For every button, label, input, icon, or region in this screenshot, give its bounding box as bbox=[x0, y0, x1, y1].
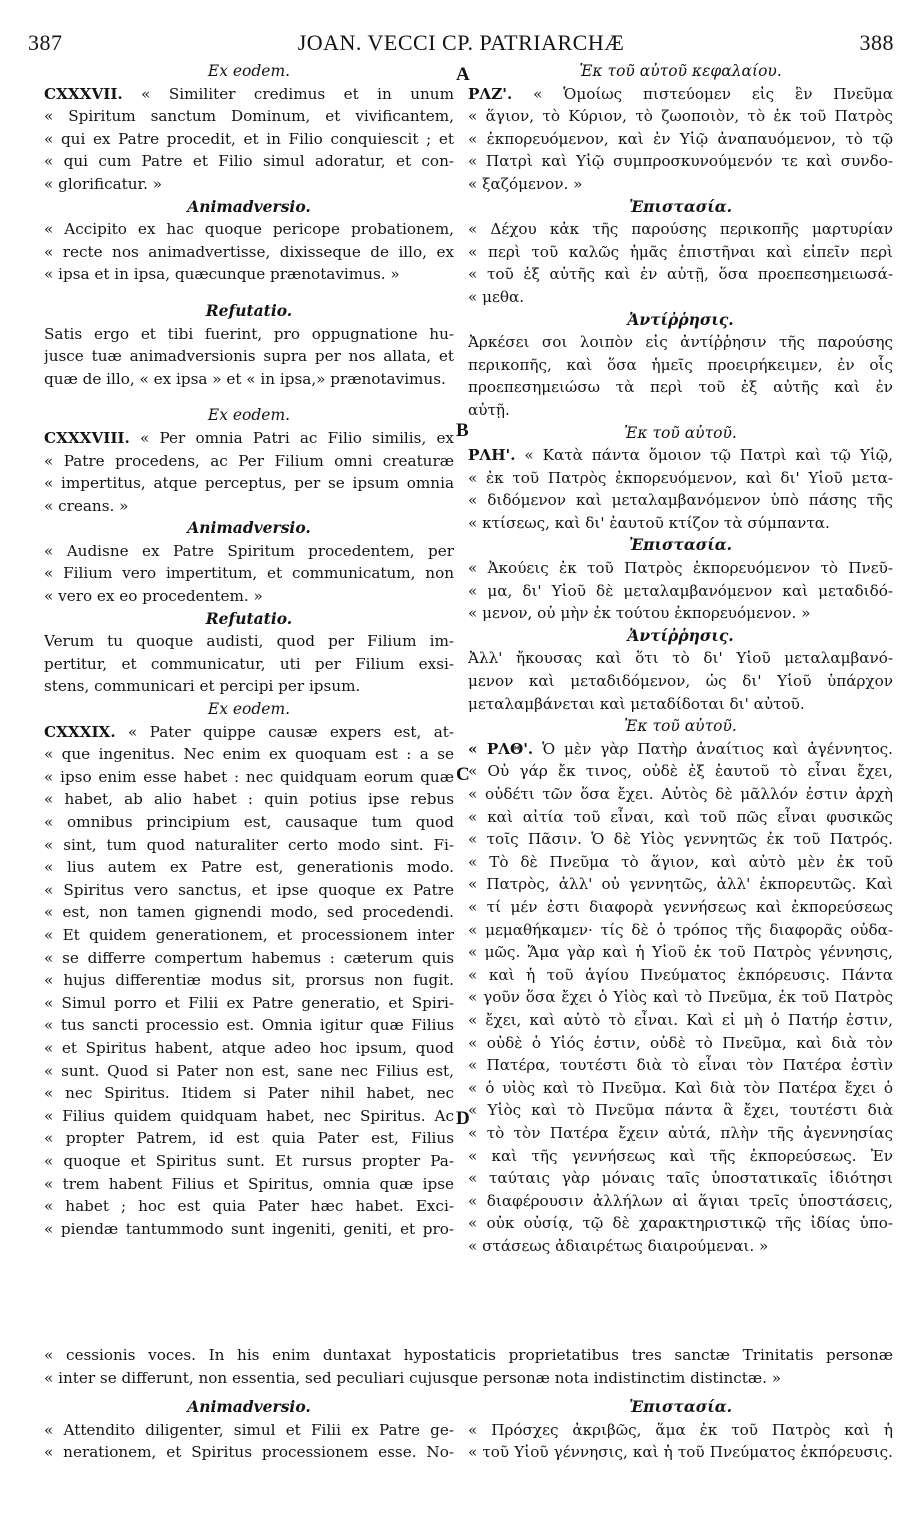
text-line: « καὶ ἡ τοῦ ἁγίου Πνεύματος ἐκπόρευσις. Πάντα bbox=[468, 965, 893, 984]
full-width-line: « cessionis voces. In his enim duntaxat hypostaticis proprietatibus tres sanctæ Trinitatis personæ bbox=[44, 1346, 893, 1364]
margin-letter-a: A bbox=[456, 64, 470, 85]
text-line: « Attendito diligenter, simul et Filii ex Patre ge- bbox=[44, 1420, 454, 1439]
text-line: αὐτῇ. bbox=[468, 400, 510, 419]
margin-letter-c: C bbox=[456, 764, 470, 785]
text-line: Ἀλλ' ἤκουσας καὶ ὅτι τὸ δι' Υἱοῦ μεταλαμβανό- bbox=[468, 649, 893, 668]
text-line bbox=[468, 738, 893, 761]
chapter-number: CXXXIX. bbox=[44, 722, 116, 741]
text-line: « piendæ tantummodo sunt ingeniti, geniti, et pro- bbox=[44, 1219, 454, 1238]
text-line bbox=[44, 721, 454, 744]
text-line: « ξαζόμενον. » bbox=[468, 174, 583, 193]
text-line: « qui ex Patre procedit, et in Filio conquiescit ; et bbox=[44, 129, 454, 148]
text-line: « κτίσεως, καὶ δι' ἑαυτοῦ κτίζον τὰ σύμπαντα. bbox=[468, 513, 830, 532]
section-heading: Ἐκ τοῦ αὐτοῦ κεφαλαίου. bbox=[579, 62, 782, 80]
section-heading: Animadversio. bbox=[187, 518, 311, 538]
text-line: « se differre compertum habemus : cæterum quis bbox=[44, 948, 454, 967]
text-line: « creans. » bbox=[44, 496, 129, 515]
text-line: « Πατρὸς, ἀλλ' οὐ γεννητῶς, ἀλλ' ἐκπορευτῶς. Καὶ bbox=[468, 875, 893, 894]
text-line: « ὁ υἱὸς καὶ τὸ Πνεῦμα. Καὶ διὰ τὸν Πατέρα ἔχει ὁ bbox=[468, 1078, 893, 1097]
chapter-number: CXXXVII. bbox=[44, 84, 123, 103]
full-width-lines bbox=[44, 1344, 893, 1389]
text-line: « Simul porro et Filii ex Patre generatio, et Spiri- bbox=[44, 993, 454, 1012]
text-line: « Δέχου κἀκ τῆς παρούσης περικοπῆς μαρτυρίαν bbox=[468, 220, 893, 239]
text-line: « recte nos animadvertisse, dixisseque de illo, ex bbox=[44, 242, 454, 261]
text-line: « Υἱὸς καὶ τὸ Πνεῦμα πάντα ἃ ἔχει, τουτέστι διὰ bbox=[468, 1101, 893, 1120]
text-line: stens, communicari et percipi per ipsum. bbox=[44, 677, 361, 696]
text-line: « ἅγιον, τὸ Κύριον, τὸ ζωοποιὸν, τὸ ἐκ τοῦ Πατρὸς bbox=[468, 107, 893, 126]
section-heading: Ex eodem. bbox=[207, 700, 291, 719]
page-number-left: 387 bbox=[28, 30, 63, 55]
text-line: « Πατέρα, τουτέστι διὰ τὸ εἶναι τὸν Πατέρα ἐστὶν bbox=[468, 1056, 893, 1075]
text-line bbox=[468, 444, 893, 467]
text-line bbox=[468, 83, 893, 106]
text-line: « τὸ τὸν Πατέρα ἔχειν αὐτά, πλὴν τῆς ἀγεννησίας bbox=[468, 1123, 893, 1142]
text-line: « que ingenitus. Nec enim ex quoquam est : a se bbox=[44, 745, 454, 764]
text-line: « nerationem, et Spiritus processionem esse. No- bbox=[44, 1443, 454, 1462]
text-line: « qui cum Patre et Filio simul adoratur, et con- bbox=[44, 152, 454, 171]
text-line: « quoque et Spiritus sunt. Et rursus propter Pa- bbox=[44, 1151, 454, 1170]
chapter-number: ΡΛΗ'. bbox=[468, 446, 516, 465]
chapter-number: ΡΛΖ'. bbox=[468, 84, 513, 103]
text-line: jusce tuæ animadversionis supra per nos allata, et bbox=[44, 347, 454, 366]
text-line: « glorificatur. » bbox=[44, 174, 163, 193]
section-heading: Ex eodem. bbox=[207, 406, 291, 425]
text-line: Verum tu quoque audisti, quod per Filium im- bbox=[44, 632, 454, 651]
text-line: « διαφέρουσιν ἀλλήλων αἱ ἅγιαι τρεῖς ὑποστάσεις, bbox=[468, 1191, 893, 1210]
text-line: « περὶ τοῦ καλῶς ἡμᾶς ἐπιστῆναι καὶ εἰπεῖν περὶ bbox=[468, 242, 893, 261]
text-line: « μῶς. Ἅμα γὰρ καὶ ἡ Υἱοῦ ἐκ τοῦ Πατρὸς γέννησις, bbox=[468, 943, 893, 962]
section-heading: Ἐπιστασία. bbox=[628, 1397, 733, 1416]
text-line: « est, non tamen gignendi modo, sed procedendi. bbox=[44, 903, 454, 922]
text-line: « sint, tum quod naturaliter certo modo sint. Fi- bbox=[44, 835, 454, 854]
margin-letter-b: B bbox=[456, 420, 469, 441]
text-line: « Audisne ex Patre Spiritum procedentem, per bbox=[44, 541, 454, 560]
text-line-content: « Similiter credimus et in unum bbox=[141, 84, 454, 103]
text-line: « μεμαθήκαμεν· τίς δὲ ὁ τρόπος τῆς διαφορᾶς οὐδα- bbox=[468, 920, 893, 939]
text-line: « τοῦ ἐξ αὐτῆς καὶ ἐν αὐτῇ, ὅσα προεπεσημειωσά- bbox=[468, 265, 893, 284]
text-line-content: « Κατὰ πάντα ὅμοιον τῷ Πατρὶ καὶ τῷ Υἱῷ, bbox=[524, 446, 893, 465]
text-line: « ἔχει, καὶ αὐτὸ τὸ εἶναι. Καὶ εἰ μὴ ὁ Πατήρ ἐστιν, bbox=[468, 1010, 893, 1029]
text-line: μενον καὶ μεταδιδόμενον, ὡς δι' Υἱοῦ ὑπάρχον bbox=[468, 672, 893, 691]
text-line: « impertitus, atque perceptus, per se ipsum omnia bbox=[44, 474, 454, 493]
text-line: « habet ; hoc est quia Pater hæc habet. Exci- bbox=[44, 1197, 454, 1216]
greek-column bbox=[468, 60, 893, 1257]
section-heading: Refutatio. bbox=[205, 608, 293, 628]
text-line: « γοῦν ὅσα ἔχει ὁ Υἱὸς καὶ τὸ Πνεῦμα, ἐκ τοῦ Πατρὸς bbox=[468, 988, 893, 1007]
text-line: περικοπῆς, καὶ ὅσα ἡμεῖς προειρήκειμεν, ἐν οἷς bbox=[468, 355, 893, 374]
text-line: « Accipito ex hac quoque pericope probationem, bbox=[44, 220, 454, 239]
full-width-line: « inter se differunt, non essentia, sed peculiari cujusque personæ nota indistinctim distinctæ. » bbox=[44, 1368, 782, 1387]
latin-column bbox=[44, 60, 454, 1240]
text-line: « διδόμενον καὶ μεταλαμβανόμενον ὑπὸ πάσης τῆς bbox=[468, 491, 893, 510]
running-title: JOAN. VECCI CP. PATRIARCHÆ bbox=[297, 30, 625, 55]
section-heading: Ex eodem. bbox=[207, 62, 291, 80]
text-line: « habet, ab alio habet : quin potius ipse rebus bbox=[44, 790, 454, 809]
text-line: « ταύταις γὰρ μόναις ταῖς ὑποστατικαῖς ἰδιότησι bbox=[468, 1169, 893, 1188]
text-line: pertitur, et communicatur, uti per Filium exsi- bbox=[44, 654, 454, 673]
text-line: Satis ergo et tibi fuerint, pro oppugnatione hu- bbox=[44, 324, 454, 343]
text-line: « οὐδὲ ὁ Υἱός ἐστιν, οὐδὲ τὸ Πνεῦμα, καὶ διὰ τὸν bbox=[468, 1033, 893, 1052]
text-line: « μενον, οὐ μὴν ἐκ τούτου ἐκπορευόμενον. » bbox=[468, 604, 811, 623]
text-line: « hujus differentiæ modus sit, prorsus non fugit. bbox=[44, 971, 454, 990]
section-heading: Ἐκ τοῦ αὐτοῦ. bbox=[624, 423, 737, 442]
text-line: « οὐδέτι τῶν ὅσα ἔχει. Αὐτὸς δὲ μᾶλλόν ἐστιν ἀρχὴ bbox=[468, 785, 893, 803]
text-line: « μα, δι' Υἱοῦ δὲ μεταλαμβανόμενον καὶ μεταδιδό- bbox=[468, 581, 893, 600]
text-line: « nec Spiritus. Itidem si Pater nihil habet, nec bbox=[44, 1084, 454, 1103]
text-line: « Patre procedens, ac Per Filium omni creaturæ bbox=[44, 451, 454, 470]
text-line: « vero ex eo procedentem. » bbox=[44, 587, 263, 606]
text-line: « ipsa et in ipsa, quæcunque prænotavimus. » bbox=[44, 265, 400, 284]
text-line: quæ de illo, « ex ipsa » et « in ipsa,» prænotavimus. bbox=[44, 369, 446, 388]
text-line: « τοῦ Υἱοῦ γέννησις, καὶ ἡ τοῦ Πνεύματος ἐκπόρευσις. bbox=[468, 1443, 893, 1462]
text-line: « lius autem ex Patre est, generationis modo. bbox=[44, 858, 454, 877]
text-line: « Ἀκούεις ἐκ τοῦ Πατρὸς ἐκπορευόμενον τὸ Πνεῦ- bbox=[468, 559, 893, 578]
text-line-content: « Ὁμοίως πιστεύομεν εἰς ἓν Πνεῦμα bbox=[533, 84, 893, 103]
section-heading: Ἀντίῤῥησις. bbox=[627, 309, 734, 329]
latin-column-end bbox=[44, 1396, 454, 1464]
text-line: « tus sancti processio est. Omnia igitur quæ Filius bbox=[44, 1016, 454, 1035]
text-line-content: « Pater quippe causæ expers est, at- bbox=[128, 722, 454, 741]
text-line bbox=[44, 83, 454, 106]
text-line-content: « Per omnia Patri ac Filio similis, ex bbox=[140, 428, 454, 447]
text-line: « στάσεως ἀδιαιρέτως διαιρούμεναι. » bbox=[468, 1236, 769, 1255]
text-line: « sunt. Quod si Pater non est, sane nec Filius est, bbox=[44, 1061, 454, 1080]
section-heading: Ἀντίῤῥησις. bbox=[627, 625, 734, 645]
text-line: « μεθα. bbox=[468, 287, 525, 306]
text-line-content: Ὁ μὲν γὰρ Πατὴρ ἀναίτιος καὶ ἀγέννητος. bbox=[542, 739, 893, 758]
section-heading: Refutatio. bbox=[205, 300, 293, 320]
text-line: « Et quidem generationem, et processionem inter bbox=[44, 925, 454, 944]
text-line: Ἀρκέσει σοι λοιπὸν εἰς ἀντίῤῥησιν τῆς παρούσης bbox=[468, 333, 893, 352]
margin-letter-d: D bbox=[456, 1108, 470, 1129]
text-line: « οὐκ οὐσίᾳ, τῷ δὲ χαρακτηριστικῷ τῆς ἰδίας ὑπο- bbox=[468, 1214, 893, 1233]
text-line: μεταλαμβάνεται καὶ μεταδίδοται δι' αὐτοῦ. bbox=[468, 694, 805, 713]
text-line: « ἐκ τοῦ Πατρὸς ἐκπορευόμενον, καὶ δι' Υἱοῦ μετα- bbox=[468, 468, 893, 487]
text-line: « trem habent Filius et Spiritus, omnia quæ ipse bbox=[44, 1174, 454, 1193]
section-heading: Ἐπιστασία. bbox=[628, 535, 733, 555]
text-line: « Filius quidem quidquam habet, nec Spiritus. Ac bbox=[44, 1106, 454, 1125]
spacer bbox=[44, 286, 454, 300]
text-line: « Πατρὶ καὶ Υἱῷ συμπροσκυνούμενόν τε καὶ συνδο- bbox=[468, 152, 893, 171]
text-line: προεπεσημειώσω τὰ περὶ τοῦ ἐξ αὐτῆς καὶ ἐν bbox=[468, 378, 893, 397]
greek-column-end bbox=[468, 1396, 893, 1464]
text-line: « et Spiritus habent, atque adeo hoc ipsum, quod bbox=[44, 1038, 454, 1057]
text-line bbox=[44, 427, 454, 450]
text-line: « Filium vero impertitum, et communicatum, non bbox=[44, 564, 454, 583]
text-line: « ἐκπορευόμενον, καὶ ἐν Υἱῷ ἀναπαυόμενον, τὸ τῷ bbox=[468, 129, 893, 148]
text-line: « Τὸ δὲ Πνεῦμα τὸ ἅγιον, καὶ αὐτὸ μὲν ἐκ τοῦ bbox=[468, 852, 893, 871]
page-number-right: 388 bbox=[859, 30, 894, 55]
section-heading: Animadversio. bbox=[187, 196, 311, 216]
text-line: « omnibus principium est, causaque tum quod bbox=[44, 813, 454, 831]
section-heading: Animadversio. bbox=[187, 1397, 311, 1416]
text-line: « Spiritum sanctum Dominum, et vivificantem, bbox=[44, 107, 454, 126]
text-line: « καὶ τῆς γεννήσεως καὶ τῆς ἐκπορεύσεως. Ἐν bbox=[468, 1146, 893, 1165]
spacer bbox=[44, 390, 454, 404]
running-header bbox=[28, 30, 894, 60]
section-heading: Ἐπιστασία. bbox=[628, 196, 733, 216]
chapter-number: « ΡΛΘ'. bbox=[468, 739, 534, 758]
text-line: « τοῖς Πᾶσιν. Ὁ δὲ Υἱὸς γεννητῶς ἐκ τοῦ Πατρός. bbox=[468, 830, 893, 849]
text-line: « ipso enim esse habet : nec quidquam eorum quæ bbox=[44, 767, 454, 786]
text-line: « Spiritus vero sanctus, et ipse quoque ex Patre bbox=[44, 880, 454, 899]
text-line: « propter Patrem, id est quia Pater est, Filius bbox=[44, 1129, 454, 1148]
text-line: « τί μέν ἐστι διαφορὰ γεννήσεως καὶ ἐκπορεύσεως bbox=[468, 897, 893, 916]
chapter-number: CXXXVIII. bbox=[44, 428, 130, 447]
text-line: « Οὐ γάρ ἔκ τινος, οὐδὲ ἐξ ἑαυτοῦ τὸ εἶναι ἔχει, bbox=[468, 762, 893, 781]
text-line: « καὶ αἰτία τοῦ εἶναι, καὶ τοῦ πῶς εἶναι φυσικῶς bbox=[468, 807, 893, 826]
section-heading: Ἐκ τοῦ αὐτοῦ. bbox=[624, 717, 737, 736]
text-line: « Πρόσχες ἀκριβῶς, ἅμα ἐκ τοῦ Πατρὸς καὶ ἡ bbox=[468, 1420, 893, 1439]
